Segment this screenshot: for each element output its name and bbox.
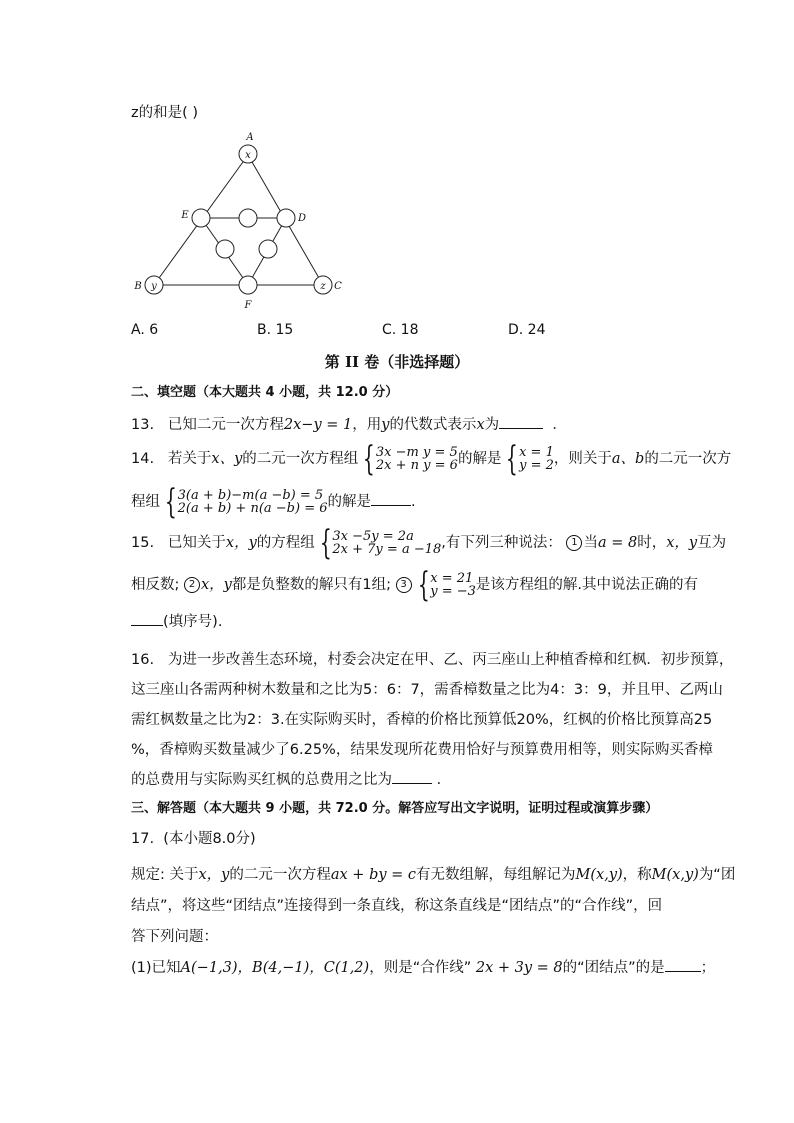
option-c: C. 18	[382, 322, 419, 338]
vertex-c-label: C	[334, 281, 342, 292]
circle-ed-mid	[239, 209, 257, 227]
question-15: 15. 已知关于x，y的方程组 {3x −5y = 2a 2x + 7y = a −18,有下列三种说法： 1 当a = 8时，x，y互为	[131, 523, 727, 563]
circled-number-2: 2	[184, 577, 200, 593]
section2-heading: 二、填空题（本大题共 4 小题，共 12.0 分）	[131, 385, 399, 400]
equation-system-3: 3x −5y = 2a 2x + 7y = a −18	[332, 529, 442, 557]
triangle-figure	[125, 128, 355, 313]
answer-blank[interactable]	[499, 414, 543, 429]
vertex-e-label: E	[181, 210, 189, 221]
question-15-line2: 相反数; 2 x，y都是负整数的解只有1组; 3 {x = 21 y = −3是该方程组的解.其中说法正确的有	[131, 565, 699, 605]
question-16: 16. 为进一步改善生态环境，村委会决定在甲、乙、丙三座山上种植香樟和红枫．初步预算， 这三座山各需两种树木数量和之比为5：6：7，需香樟数量之比为4：3：9，并且甲、乙两山 需红枫数量之比为2：3.在实际购买时，香樟的价格比预算低20%，红枫的价格比预算高25 %，香樟购买数量减少了6.25%，结果发现所花费用恰好与预算费用相等，则实际购买香樟 的总费用与实际购买红枫的总费用之比为 ．	[131, 652, 734, 788]
question-15-line3: (填序号).	[131, 611, 222, 632]
circle-e	[192, 209, 210, 227]
equation-system-2: 3(a + b)−m(a −b) = 5 2(a + b) + n(a −b) = 6	[177, 488, 328, 516]
vertex-b-label: B	[134, 281, 142, 292]
question-17: 规定: 关于x，y的二元一次方程ax + by = c有无数组解，每组解记为M(x,y)，称M(x,y)为“团 结点”，将这些“团结点”连接得到一条直线，称这条直线是“团结点”的“合作线”，回 答下列问题： (1)已知A(−1,3)，B(4,−1)，C(1,2)，则是“合作线” 2x + 3y = 8的“团结点”的是 ；	[131, 867, 736, 976]
circle-d	[277, 209, 295, 227]
circled-number-3: 3	[396, 577, 412, 593]
option-a: A. 6	[131, 322, 159, 338]
answer-blank[interactable]	[392, 769, 432, 784]
q12-tail: z的和是( )	[131, 105, 199, 121]
circle-f	[239, 276, 257, 294]
circle-df-mid	[259, 240, 277, 258]
answer-blank[interactable]	[131, 611, 163, 626]
circle-ef-mid	[216, 240, 234, 258]
var-y-label: y	[151, 281, 157, 292]
question-13: 13. 已知二元一次方程2x−y = 1，用y的代数式表示x为 ．	[131, 414, 567, 435]
vertex-f-label: F	[244, 300, 252, 311]
section3-heading: 三、解答题（本大题共 9 小题，共 72.0 分。解答应写出文字说明，证明过程或演算步骤）	[131, 801, 659, 816]
circled-number-1: 1	[566, 535, 582, 551]
question-14-line2: 程组 {3(a + b)−m(a −b) = 5 2(a + b) + n(a −b) = 6的解是 .	[131, 482, 416, 522]
equation-system-1: 3x −m y = 5 2x + n y = 6	[375, 445, 458, 473]
solution-system-1: x = 1 y = 2	[519, 445, 554, 473]
answer-blank[interactable]	[371, 491, 411, 506]
answer-blank[interactable]	[665, 957, 701, 972]
var-x-label: x	[245, 150, 251, 161]
vertex-a-label: A	[246, 132, 254, 143]
part2-title: 第 II 卷（非选择题）	[324, 353, 470, 371]
question-14: 14. 若关于x、y的二元一次方程组 {3x −m y = 5 2x + n y = 6的解是 {x = 1 y = 2，则关于a、b的二元一次方	[131, 439, 732, 479]
var-z-label: z	[320, 281, 326, 292]
question-17-header: 17. (本小题8.0分)	[131, 831, 256, 847]
option-b: B. 15	[257, 322, 294, 338]
option-d: D. 24	[508, 322, 546, 338]
solution-system-2: x = 21 y = −3	[430, 571, 476, 599]
vertex-d-label: D	[297, 213, 307, 224]
